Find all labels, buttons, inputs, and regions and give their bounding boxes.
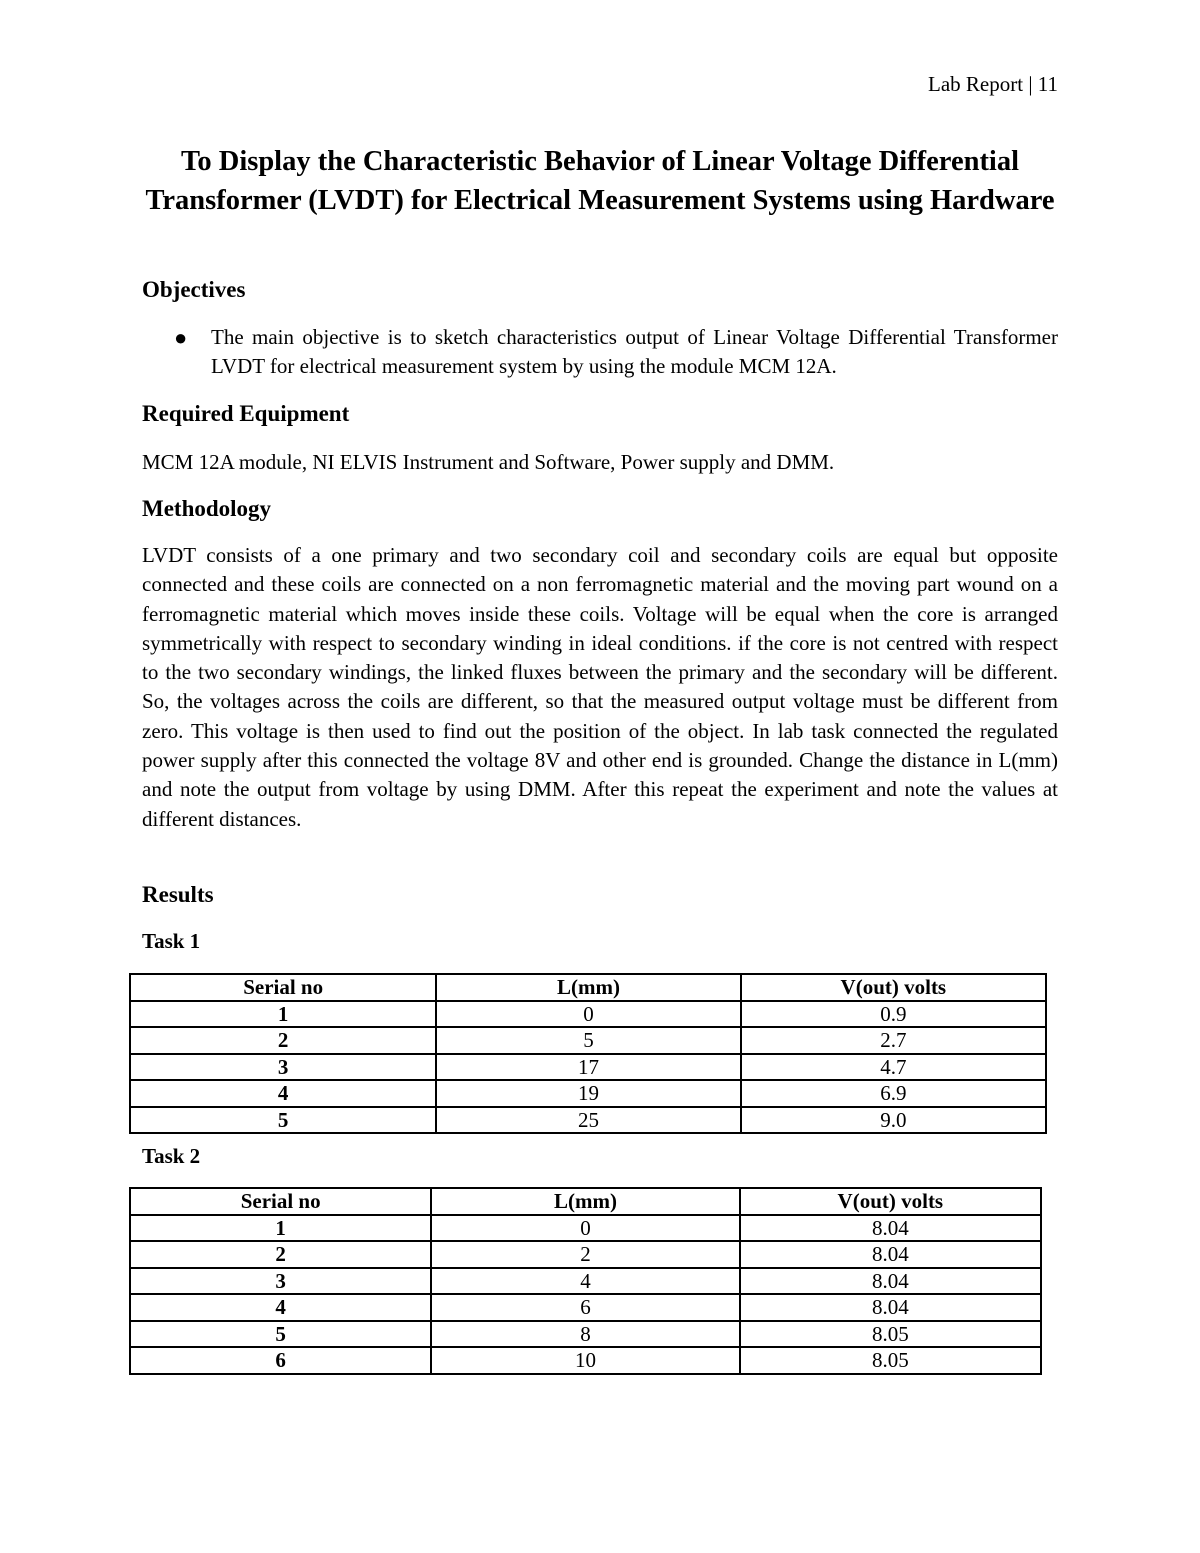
cell-voltage: 0.9 bbox=[741, 1001, 1046, 1028]
cell-length: 5 bbox=[436, 1027, 740, 1054]
table-row bbox=[130, 1241, 1041, 1268]
column-header-length: L(mm) bbox=[436, 974, 740, 1001]
column-header-voltage: V(out) volts bbox=[740, 1188, 1041, 1215]
cell-serial: 4 bbox=[130, 1080, 436, 1107]
cell-serial: 1 bbox=[130, 1215, 431, 1242]
table-row bbox=[130, 1347, 1041, 1374]
bullet-icon: ● bbox=[174, 325, 188, 350]
table-row bbox=[130, 1268, 1041, 1295]
table-row bbox=[130, 1321, 1041, 1348]
cell-length: 0 bbox=[431, 1215, 739, 1242]
cell-serial: 3 bbox=[130, 1054, 436, 1081]
cell-voltage: 8.05 bbox=[740, 1321, 1041, 1348]
table-row bbox=[130, 1027, 1046, 1054]
cell-length: 2 bbox=[431, 1241, 739, 1268]
equipment-heading: Required Equipment bbox=[142, 401, 350, 426]
cell-serial: 3 bbox=[130, 1268, 431, 1295]
column-header-length: L(mm) bbox=[431, 1188, 739, 1215]
task2-table bbox=[129, 1187, 1042, 1375]
table-row bbox=[130, 1107, 1046, 1134]
table-header-row bbox=[130, 974, 1046, 1001]
table-row bbox=[130, 1080, 1046, 1107]
cell-length: 10 bbox=[431, 1347, 739, 1374]
cell-voltage: 9.0 bbox=[741, 1107, 1046, 1134]
cell-serial: 5 bbox=[130, 1107, 436, 1134]
cell-serial: 5 bbox=[130, 1321, 431, 1348]
cell-voltage: 8.04 bbox=[740, 1294, 1041, 1321]
cell-length: 0 bbox=[436, 1001, 740, 1028]
cell-voltage: 8.04 bbox=[740, 1241, 1041, 1268]
methodology-text: LVDT consists of a one primary and two secondary coil and secondary coils are equal but opposite connected and these coils are connected on a non ferromagnetic material and the moving part wound on a ferromagnetic material which moves inside these coils. Voltage will be equal when the core is arranged symmetrically with respect to secondary winding in ideal conditions. if the core is not centred with respect to the two secondary windings, the linked fluxes between the primary and the secondary will be different. So, the voltages across the coils are different, so that the measured output voltage must be different from zero. This voltage is then used to find out the position of the object. In lab task connected the regulated power supply after this connected the voltage 8V and other end is grounded. Change the distance in L(mm) and note the output from voltage by using DMM. After this repeat the experiment and note the values at different distances. bbox=[142, 543, 1058, 831]
page-header-label: Lab Report | 11 bbox=[928, 72, 1058, 96]
cell-length: 17 bbox=[436, 1054, 740, 1081]
column-header-serial: Serial no bbox=[130, 974, 436, 1001]
table-row bbox=[130, 1294, 1041, 1321]
table-row bbox=[130, 1001, 1046, 1028]
cell-voltage: 2.7 bbox=[741, 1027, 1046, 1054]
task1-table bbox=[129, 973, 1047, 1134]
document-title: To Display the Characteristic Behavior of Linear Voltage Differential Transformer (LVDT) for Electrical Measurement Systems using Hardware bbox=[145, 146, 1055, 216]
methodology-heading: Methodology bbox=[142, 496, 272, 521]
cell-voltage: 4.7 bbox=[741, 1054, 1046, 1081]
column-header-serial: Serial no bbox=[130, 1188, 431, 1215]
task1-label: Task 1 bbox=[142, 929, 201, 953]
column-header-voltage: V(out) volts bbox=[741, 974, 1046, 1001]
cell-serial: 4 bbox=[130, 1294, 431, 1321]
objectives-heading: Objectives bbox=[142, 277, 246, 302]
cell-voltage: 8.04 bbox=[740, 1268, 1041, 1295]
cell-voltage: 8.05 bbox=[740, 1347, 1041, 1374]
table-row bbox=[130, 1054, 1046, 1081]
cell-serial: 2 bbox=[130, 1241, 431, 1268]
cell-serial: 1 bbox=[130, 1001, 436, 1028]
equipment-text: MCM 12A module, NI ELVIS Instrument and Software, Power supply and DMM. bbox=[142, 450, 835, 474]
cell-length: 8 bbox=[431, 1321, 739, 1348]
cell-voltage: 6.9 bbox=[741, 1080, 1046, 1107]
cell-voltage: 8.04 bbox=[740, 1215, 1041, 1242]
objectives-bullet-text: The main objective is to sketch characteristics output of Linear Voltage Differential Transformer LVDT for electrical measurement system by using the module MCM 12A. bbox=[211, 325, 1058, 378]
table-header-row bbox=[130, 1188, 1041, 1215]
results-heading: Results bbox=[142, 882, 214, 907]
table-row bbox=[130, 1215, 1041, 1242]
cell-length: 6 bbox=[431, 1294, 739, 1321]
cell-length: 25 bbox=[436, 1107, 740, 1134]
cell-length: 19 bbox=[436, 1080, 740, 1107]
cell-length: 4 bbox=[431, 1268, 739, 1295]
cell-serial: 6 bbox=[130, 1347, 431, 1374]
task2-label: Task 2 bbox=[142, 1144, 201, 1168]
cell-serial: 2 bbox=[130, 1027, 436, 1054]
objectives-bullet-item bbox=[142, 323, 1058, 381]
